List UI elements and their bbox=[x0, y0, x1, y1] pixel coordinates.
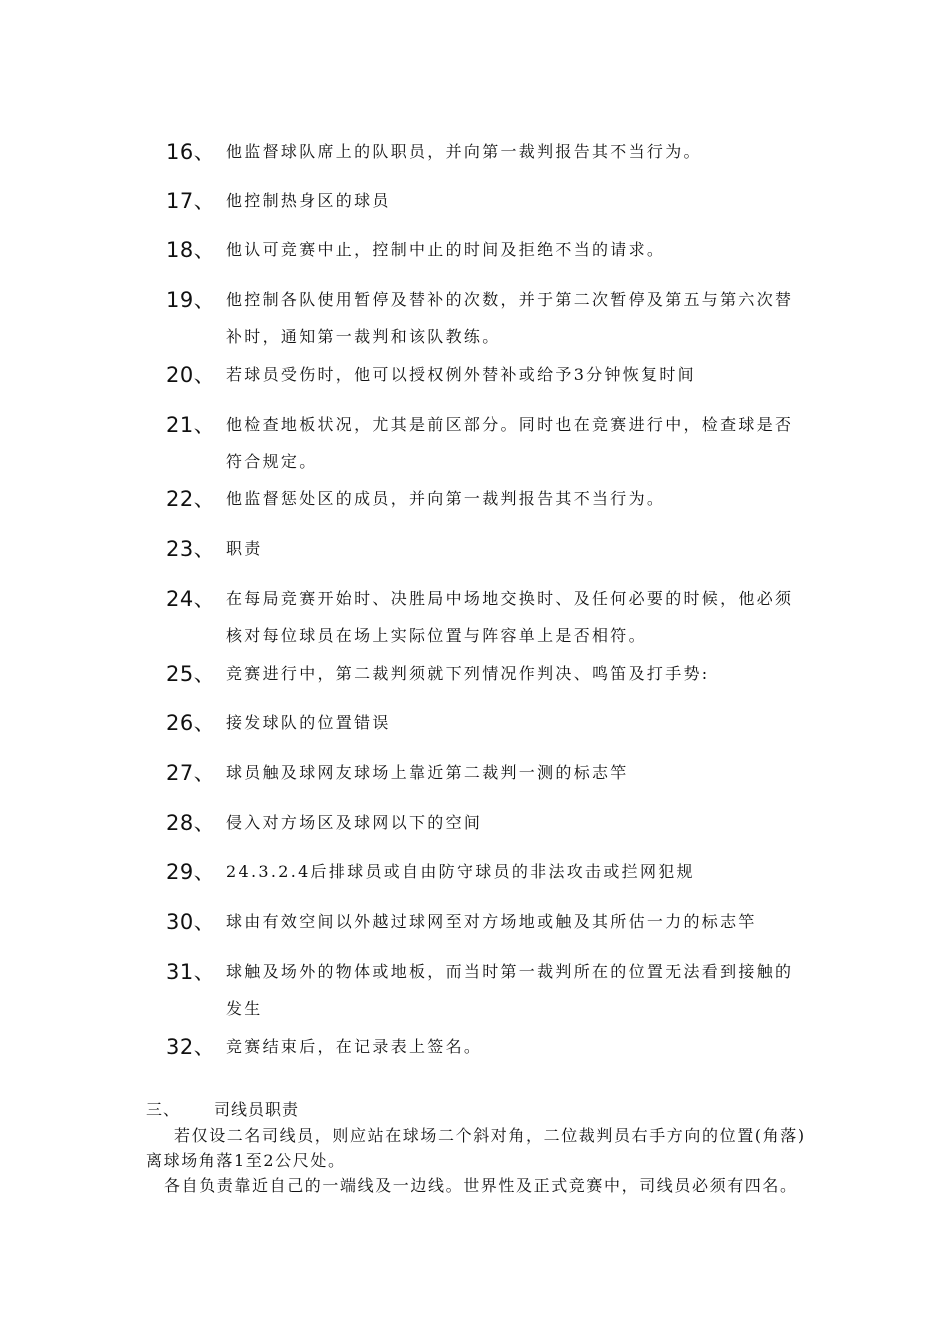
item-number: 19、 bbox=[166, 288, 216, 312]
item-number: 26、 bbox=[166, 711, 216, 735]
item-number: 22、 bbox=[166, 487, 216, 511]
item-text: 他认可竞赛中止，控制中止的时间及拒绝不当的请求。 bbox=[226, 240, 666, 259]
section-title: 司线员职责 bbox=[214, 1100, 300, 1119]
item-text: 侵入对方场区及球网以下的空间 bbox=[226, 813, 483, 832]
paragraph: 若仅设二名司线员，则应站在球场二个斜对角，二位裁判员右手方向的位置(角落)离球场角落1至2公尺处。 bbox=[146, 1126, 806, 1170]
section-number: 三、 bbox=[146, 1100, 181, 1119]
item-text: 球员触及球网友球场上靠近第二裁判一测的标志竿 bbox=[226, 763, 629, 782]
item-number: 21、 bbox=[166, 413, 216, 437]
item-number: 31、 bbox=[166, 960, 216, 984]
item-number: 23、 bbox=[166, 537, 216, 561]
item-number: 29、 bbox=[166, 860, 216, 884]
item-text: 接发球队的位置错误 bbox=[226, 713, 391, 732]
item-number: 28、 bbox=[166, 811, 216, 835]
item-text: 他检查地板状况，尤其是前区部分。同时也在竞赛进行中，检查球是否符合规定。 bbox=[226, 415, 794, 471]
item-text: 他控制各队使用暂停及替补的次数，并于第二次暂停及第五与第六次替补时，通知第一裁判和该队教练。 bbox=[226, 290, 794, 346]
item-number: 18、 bbox=[166, 238, 216, 262]
item-number: 30、 bbox=[166, 910, 216, 934]
paragraph: 各自负责靠近自己的一端线及一边线。世界性及正式竞赛中，司线员必须有四名。 bbox=[164, 1176, 798, 1195]
item-text: 竞赛进行中，第二裁判须就下列情况作判决、鸣笛及打手势: bbox=[226, 664, 710, 683]
item-text: 球由有效空间以外越过球网至对方场地或触及其所估一力的标志竿 bbox=[226, 912, 757, 931]
section-heading bbox=[146, 1098, 299, 1122]
item-number: 25、 bbox=[166, 662, 216, 686]
item-text: 24.3.2.4后排球员或自由防守球员的非法攻击或拦网犯规 bbox=[226, 862, 695, 881]
item-number: 27、 bbox=[166, 761, 216, 785]
item-text: 他监督球队席上的队职员，并向第一裁判报告其不当行为。 bbox=[226, 142, 702, 161]
item-text: 他控制热身区的球员 bbox=[226, 191, 391, 210]
item-number: 32、 bbox=[166, 1035, 216, 1059]
item-text: 球触及场外的物体或地板，而当时第一裁判所在的位置无法看到接触的发生 bbox=[226, 962, 794, 1018]
item-number: 20、 bbox=[166, 363, 216, 387]
item-text: 若球员受伤时，他可以授权例外替补或给予3分钟恢复时间 bbox=[226, 365, 696, 384]
item-text: 他监督惩处区的成员，并向第一裁判报告其不当行为。 bbox=[226, 489, 666, 508]
item-text: 竞赛结束后，在记录表上签名。 bbox=[226, 1037, 483, 1056]
item-text: 在每局竞赛开始时、决胜局中场地交换时、及任何必要的时候，他必须核对每位球员在场上实际位置与阵容单上是否相符。 bbox=[226, 589, 794, 645]
item-number: 16、 bbox=[166, 140, 216, 164]
item-number: 24、 bbox=[166, 587, 216, 611]
item-number: 17、 bbox=[166, 189, 216, 213]
item-text: 职责 bbox=[226, 539, 263, 558]
